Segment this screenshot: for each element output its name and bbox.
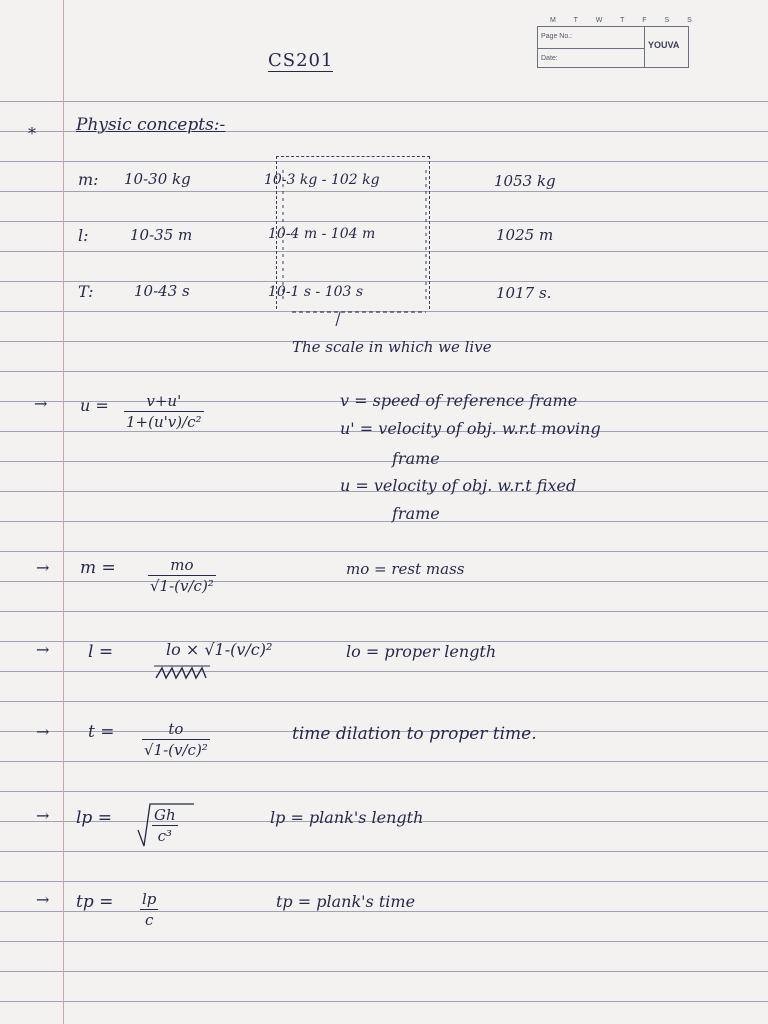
def-v: v = speed of reference frame: [340, 391, 578, 410]
mass-denominator: √1-(v/c)²: [150, 577, 214, 595]
bullet-star: *: [28, 124, 36, 143]
arrow-planck-time: →: [36, 890, 50, 909]
time-denominator: √1-(v/c)²: [144, 741, 208, 759]
mass-note: mo = rest mass: [346, 560, 465, 578]
mass-high: 1053 kg: [494, 172, 556, 190]
planck-time-note: tp = plank's time: [276, 892, 416, 911]
velocity-fraction: [124, 392, 204, 431]
time-low: 10-43 s: [134, 282, 190, 300]
velocity-denominator: 1+(u'v)/c²: [126, 413, 202, 431]
velocity-lhs: u =: [80, 396, 109, 415]
time-numerator: to: [168, 720, 184, 738]
length-high: 1025 m: [496, 226, 554, 244]
arrow-length: →: [36, 640, 50, 659]
page-no-label: Page No.:: [541, 33, 573, 40]
length-symbol: l:: [78, 226, 89, 245]
length-note: lo = proper length: [346, 642, 497, 661]
mass-lhs: m =: [80, 558, 116, 578]
mass-low: 10-30 kg: [124, 170, 191, 188]
brand-logo: YOUVA: [648, 40, 680, 50]
time-symbol: T:: [78, 282, 94, 301]
weekday-strip: M T W T F S S: [550, 17, 700, 24]
arrow-mass: →: [36, 558, 50, 577]
planck-time-lhs: tp =: [76, 892, 114, 912]
planck-length-numerator: Gh: [154, 806, 176, 824]
time-high: 1017 s.: [496, 284, 552, 302]
mass-mid: 10-3 kg - 102 kg: [264, 172, 380, 188]
length-low: 10-35 m: [130, 226, 193, 244]
section-heading: Physic concepts:-: [76, 115, 226, 135]
def-u: u = velocity of obj. w.r.t fixed: [340, 476, 577, 495]
planck-length-note: lp = plank's length: [270, 808, 424, 827]
def-u-cont: frame: [392, 504, 440, 523]
velocity-numerator: v+u': [146, 392, 182, 410]
length-lhs: l =: [88, 642, 114, 662]
planck-time-denominator: c: [145, 911, 154, 929]
mass-symbol: m:: [78, 170, 99, 189]
scribble-mark: [154, 664, 210, 682]
planck-length-lhs: lp =: [76, 808, 112, 828]
planck-length-denominator: c³: [157, 827, 173, 845]
def-u-prime: u' = velocity of obj. w.r.t moving: [340, 419, 601, 438]
arrow-planck-length: →: [36, 806, 50, 825]
time-fraction: [142, 720, 210, 759]
length-mid: 10-4 m - 104 m: [268, 226, 376, 242]
mass-numerator: mo: [170, 556, 194, 574]
planck-length-fraction: [152, 806, 178, 845]
def-u-prime-cont: frame: [392, 449, 440, 468]
scale-caption: The scale in which we live: [292, 338, 492, 356]
arrow-time: →: [36, 722, 50, 741]
time-lhs: t =: [88, 722, 115, 742]
page-title: CS201: [268, 50, 334, 71]
time-mid: 10-1 s - 103 s: [268, 284, 364, 300]
planck-time-numerator: lp: [142, 890, 157, 908]
arrow-velocity: →: [34, 394, 48, 413]
length-expr: lo × √1-(v/c)²: [166, 640, 273, 659]
date-label: Date:: [541, 55, 558, 62]
time-note: time dilation to proper time.: [292, 724, 537, 744]
mass-fraction: [148, 556, 216, 595]
planck-time-fraction: [140, 890, 158, 929]
